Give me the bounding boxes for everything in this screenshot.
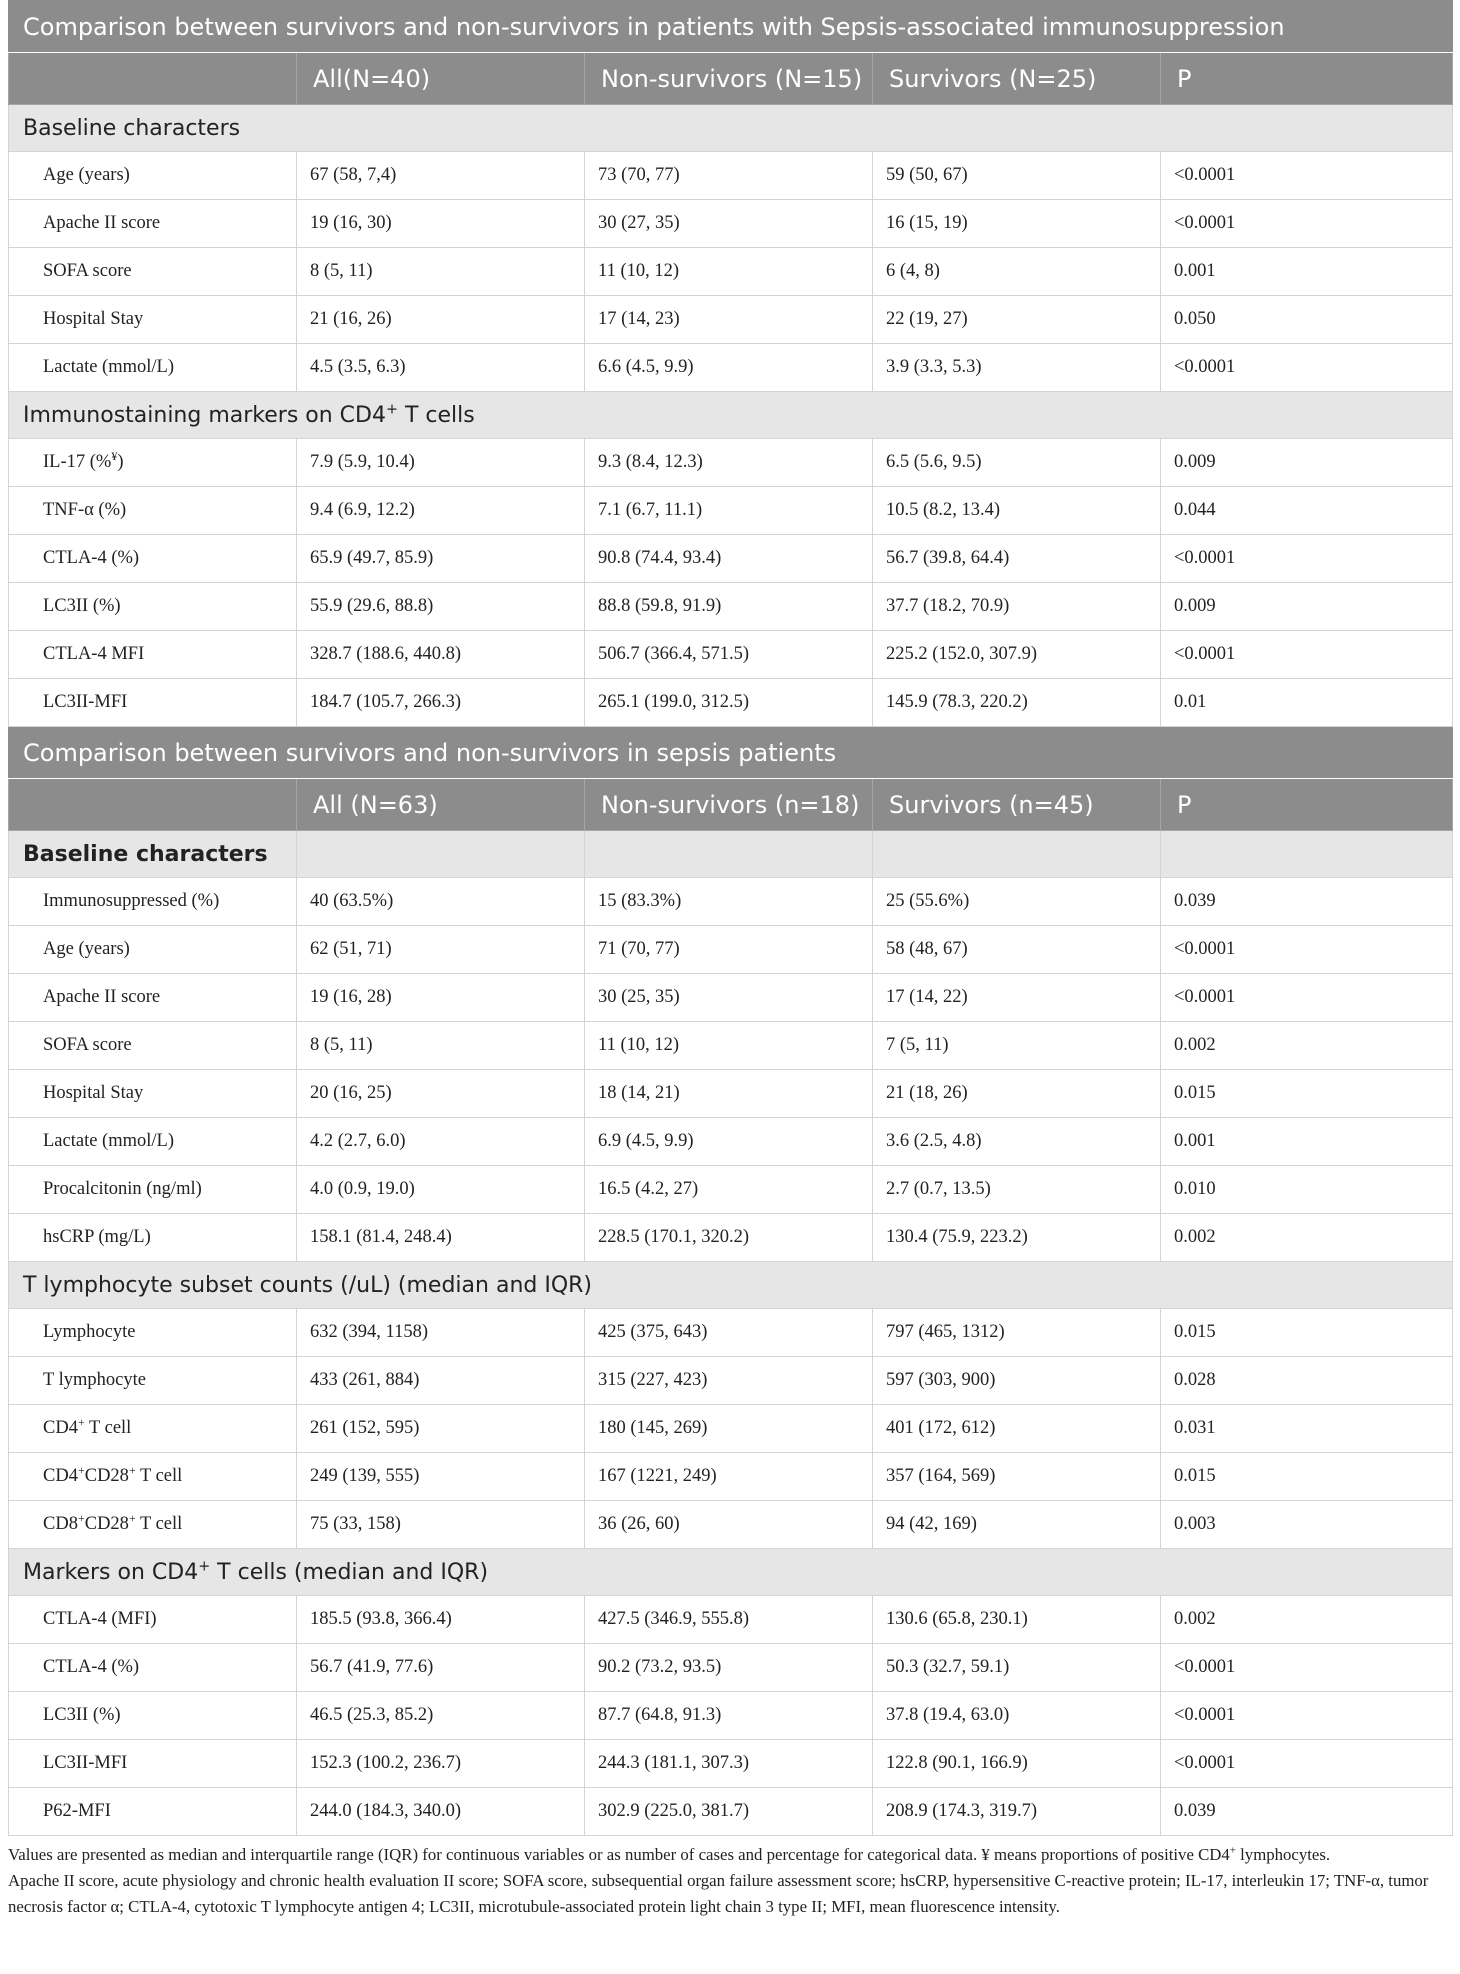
- table-row: [9, 152, 1453, 200]
- table-title: Comparison between survivors and non-survivors in patients with Sepsis-associated immunosuppression: [9, 1, 1453, 53]
- cell-survivors: 3.9 (3.3, 5.3): [873, 344, 1161, 392]
- cell-all: 8 (5, 11): [297, 248, 585, 296]
- cell-all: 62 (51, 71): [297, 926, 585, 974]
- cell-non-survivors: 30 (25, 35): [585, 974, 873, 1022]
- cell-survivors: 37.8 (19.4, 63.0): [873, 1692, 1161, 1740]
- cell-all: 184.7 (105.7, 266.3): [297, 679, 585, 727]
- row-label: Age (years): [9, 152, 297, 200]
- row-label: Lymphocyte: [9, 1309, 297, 1357]
- cell-all: 20 (16, 25): [297, 1070, 585, 1118]
- cell-non-survivors: 425 (375, 643): [585, 1309, 873, 1357]
- cell-non-survivors: 265.1 (199.0, 312.5): [585, 679, 873, 727]
- table-row: [9, 1596, 1453, 1644]
- cell-survivors: 16 (15, 19): [873, 200, 1161, 248]
- table-row: [9, 1214, 1453, 1262]
- cell-survivors: 2.7 (0.7, 13.5): [873, 1166, 1161, 1214]
- cell-p-value: 0.003: [1161, 1501, 1453, 1549]
- cell-all: 261 (152, 595): [297, 1405, 585, 1453]
- cell-non-survivors: 9.3 (8.4, 12.3): [585, 439, 873, 487]
- cell-non-survivors: 16.5 (4.2, 27): [585, 1166, 873, 1214]
- cell-p-value: 0.001: [1161, 248, 1453, 296]
- column-header-row: [9, 779, 1453, 831]
- cell-all: 65.9 (49.7, 85.9): [297, 535, 585, 583]
- cell-all: 46.5 (25.3, 85.2): [297, 1692, 585, 1740]
- cell-survivors: 401 (172, 612): [873, 1405, 1161, 1453]
- cell-p-value: 0.015: [1161, 1309, 1453, 1357]
- cell-survivors: 37.7 (18.2, 70.9): [873, 583, 1161, 631]
- cell-all: 55.9 (29.6, 88.8): [297, 583, 585, 631]
- cell-non-survivors: 11 (10, 12): [585, 1022, 873, 1070]
- cell-survivors: 122.8 (90.1, 166.9): [873, 1740, 1161, 1788]
- row-label: CTLA-4 MFI: [9, 631, 297, 679]
- cell-all: 152.3 (100.2, 236.7): [297, 1740, 585, 1788]
- table-row: [9, 1453, 1453, 1501]
- cell-all: 19 (16, 28): [297, 974, 585, 1022]
- cell-p-value: 0.002: [1161, 1022, 1453, 1070]
- section-header-row: [9, 392, 1453, 439]
- cell-p-value: <0.0001: [1161, 152, 1453, 200]
- cell-survivors: 225.2 (152.0, 307.9): [873, 631, 1161, 679]
- table-row: [9, 1788, 1453, 1836]
- cell-survivors: 6.5 (5.6, 9.5): [873, 439, 1161, 487]
- cell-non-survivors: 315 (227, 423): [585, 1357, 873, 1405]
- cell-non-survivors: 167 (1221, 249): [585, 1453, 873, 1501]
- table-row: [9, 248, 1453, 296]
- section-empty-cell: [585, 831, 873, 878]
- row-label: Lactate (mmol/L): [9, 1118, 297, 1166]
- cell-non-survivors: 18 (14, 21): [585, 1070, 873, 1118]
- row-label: LC3II-MFI: [9, 1740, 297, 1788]
- cell-all: 4.0 (0.9, 19.0): [297, 1166, 585, 1214]
- cell-non-survivors: 87.7 (64.8, 91.3): [585, 1692, 873, 1740]
- cell-all: 249 (139, 555): [297, 1453, 585, 1501]
- cell-p-value: <0.0001: [1161, 1644, 1453, 1692]
- cell-all: 7.9 (5.9, 10.4): [297, 439, 585, 487]
- table1-title-row: [9, 1, 1453, 53]
- cell-all: 4.2 (2.7, 6.0): [297, 1118, 585, 1166]
- header-p: P: [1161, 779, 1453, 831]
- cell-p-value: <0.0001: [1161, 535, 1453, 583]
- row-label: SOFA score: [9, 248, 297, 296]
- header-all: All (N=63): [297, 779, 585, 831]
- cell-survivors: 597 (303, 900): [873, 1357, 1161, 1405]
- cell-non-survivors: 427.5 (346.9, 555.8): [585, 1596, 873, 1644]
- table-footnote: [8, 1842, 1452, 1920]
- table-row: [9, 1070, 1453, 1118]
- table-row: [9, 1022, 1453, 1070]
- document: [8, 0, 1452, 1920]
- row-label: hsCRP (mg/L): [9, 1214, 297, 1262]
- footnote-line-2: Apache II score, acute physiology and chronic health evaluation II score; SOFA score, subsequential organ failure assessment score; hsCRP, hypersensitive C-reactive protein; IL-17, interleukin 17; TNF-α, tumor necrosis factor α; CTLA-4, cytotoxic T lymphocyte antigen 4; LC3II, microtubule-associated protein light chain 3 type II; MFI, mean fluorescence intensity.: [8, 1871, 1429, 1916]
- cell-p-value: 0.039: [1161, 878, 1453, 926]
- cell-p-value: 0.039: [1161, 1788, 1453, 1836]
- cell-non-survivors: 302.9 (225.0, 381.7): [585, 1788, 873, 1836]
- section-empty-cell: [297, 831, 585, 878]
- row-label: SOFA score: [9, 1022, 297, 1070]
- cell-non-survivors: 180 (145, 269): [585, 1405, 873, 1453]
- row-label: CTLA-4 (%): [9, 1644, 297, 1692]
- row-label: Hospital Stay: [9, 296, 297, 344]
- cell-all: 19 (16, 30): [297, 200, 585, 248]
- cell-p-value: <0.0001: [1161, 1740, 1453, 1788]
- cell-survivors: 10.5 (8.2, 13.4): [873, 487, 1161, 535]
- cell-p-value: <0.0001: [1161, 1692, 1453, 1740]
- table-row: [9, 1644, 1453, 1692]
- table-row: [9, 1740, 1453, 1788]
- row-label: LC3II (%): [9, 583, 297, 631]
- table-row: [9, 974, 1453, 1022]
- table-title: Comparison between survivors and non-survivors in sepsis patients: [9, 727, 1453, 779]
- section-label: Baseline characters: [9, 105, 1453, 152]
- cell-all: 158.1 (81.4, 248.4): [297, 1214, 585, 1262]
- table-row: [9, 535, 1453, 583]
- cell-all: 328.7 (188.6, 440.8): [297, 631, 585, 679]
- cell-all: 9.4 (6.9, 12.2): [297, 487, 585, 535]
- table-row: [9, 1118, 1453, 1166]
- table-row: [9, 487, 1453, 535]
- cell-survivors: 797 (465, 1312): [873, 1309, 1161, 1357]
- header-non-survivors: Non-survivors (n=18): [585, 779, 873, 831]
- cell-all: 67 (58, 7,4): [297, 152, 585, 200]
- cell-non-survivors: 73 (70, 77): [585, 152, 873, 200]
- row-label: IL-17 (%¥): [9, 439, 297, 487]
- header-non-survivors: Non-survivors (N=15): [585, 53, 873, 105]
- cell-non-survivors: 36 (26, 60): [585, 1501, 873, 1549]
- table-row: [9, 926, 1453, 974]
- cell-survivors: 7 (5, 11): [873, 1022, 1161, 1070]
- row-label: CD8+CD28+ T cell: [9, 1501, 297, 1549]
- cell-non-survivors: 6.6 (4.5, 9.9): [585, 344, 873, 392]
- table-row: [9, 878, 1453, 926]
- cell-survivors: 50.3 (32.7, 59.1): [873, 1644, 1161, 1692]
- cell-non-survivors: 244.3 (181.1, 307.3): [585, 1740, 873, 1788]
- section-header-row: [9, 1549, 1453, 1596]
- cell-p-value: 0.002: [1161, 1214, 1453, 1262]
- cell-non-survivors: 6.9 (4.5, 9.9): [585, 1118, 873, 1166]
- row-label: CD4+CD28+ T cell: [9, 1453, 297, 1501]
- cell-survivors: 94 (42, 169): [873, 1501, 1161, 1549]
- cell-p-value: 0.009: [1161, 439, 1453, 487]
- cell-p-value: 0.015: [1161, 1453, 1453, 1501]
- cell-p-value: 0.001: [1161, 1118, 1453, 1166]
- cell-survivors: 3.6 (2.5, 4.8): [873, 1118, 1161, 1166]
- table-row: [9, 631, 1453, 679]
- section-header-row: [9, 1262, 1453, 1309]
- cell-p-value: 0.01: [1161, 679, 1453, 727]
- table-row: [9, 200, 1453, 248]
- cell-non-survivors: 90.8 (74.4, 93.4): [585, 535, 873, 583]
- cell-survivors: 6 (4, 8): [873, 248, 1161, 296]
- cell-p-value: <0.0001: [1161, 926, 1453, 974]
- cell-p-value: 0.050: [1161, 296, 1453, 344]
- row-label: CD4+ T cell: [9, 1405, 297, 1453]
- section-label: Immunostaining markers on CD4+ T cells: [9, 392, 1453, 439]
- cell-survivors: 58 (48, 67): [873, 926, 1161, 974]
- cell-p-value: <0.0001: [1161, 344, 1453, 392]
- table-row: [9, 439, 1453, 487]
- cell-non-survivors: 7.1 (6.7, 11.1): [585, 487, 873, 535]
- cell-survivors: 17 (14, 22): [873, 974, 1161, 1022]
- cell-all: 21 (16, 26): [297, 296, 585, 344]
- cell-all: 185.5 (93.8, 366.4): [297, 1596, 585, 1644]
- section-label: Baseline characters: [9, 831, 297, 878]
- cell-non-survivors: 11 (10, 12): [585, 248, 873, 296]
- results-table: [8, 0, 1453, 1836]
- table-row: [9, 1405, 1453, 1453]
- row-label: CTLA-4 (%): [9, 535, 297, 583]
- table2-title-row: [9, 727, 1453, 779]
- section-label: Markers on CD4+ T cells (median and IQR): [9, 1549, 1453, 1596]
- table-row: [9, 1692, 1453, 1740]
- cell-non-survivors: 30 (27, 35): [585, 200, 873, 248]
- row-label: Age (years): [9, 926, 297, 974]
- cell-all: 8 (5, 11): [297, 1022, 585, 1070]
- cell-non-survivors: 15 (83.3%): [585, 878, 873, 926]
- cell-p-value: 0.031: [1161, 1405, 1453, 1453]
- section-header-row: [9, 105, 1453, 152]
- cell-survivors: 145.9 (78.3, 220.2): [873, 679, 1161, 727]
- header-p: P: [1161, 53, 1453, 105]
- row-label: LC3II-MFI: [9, 679, 297, 727]
- cell-all: 632 (394, 1158): [297, 1309, 585, 1357]
- table-row: [9, 1357, 1453, 1405]
- cell-p-value: 0.044: [1161, 487, 1453, 535]
- cell-all: 433 (261, 884): [297, 1357, 585, 1405]
- cell-all: 75 (33, 158): [297, 1501, 585, 1549]
- header-survivors: Survivors (n=45): [873, 779, 1161, 831]
- cell-survivors: 25 (55.6%): [873, 878, 1161, 926]
- header-blank: [9, 779, 297, 831]
- row-label: Lactate (mmol/L): [9, 344, 297, 392]
- table-row: [9, 1501, 1453, 1549]
- row-label: Apache II score: [9, 974, 297, 1022]
- row-label: T lymphocyte: [9, 1357, 297, 1405]
- row-label: P62-MFI: [9, 1788, 297, 1836]
- column-header-row: [9, 53, 1453, 105]
- cell-non-survivors: 90.2 (73.2, 93.5): [585, 1644, 873, 1692]
- cell-p-value: 0.015: [1161, 1070, 1453, 1118]
- cell-p-value: 0.002: [1161, 1596, 1453, 1644]
- row-label: CTLA-4 (MFI): [9, 1596, 297, 1644]
- table-row: [9, 296, 1453, 344]
- table-row: [9, 344, 1453, 392]
- cell-survivors: 56.7 (39.8, 64.4): [873, 535, 1161, 583]
- row-label: Apache II score: [9, 200, 297, 248]
- cell-p-value: <0.0001: [1161, 974, 1453, 1022]
- cell-survivors: 59 (50, 67): [873, 152, 1161, 200]
- header-all: All(N=40): [297, 53, 585, 105]
- cell-all: 56.7 (41.9, 77.6): [297, 1644, 585, 1692]
- cell-p-value: <0.0001: [1161, 200, 1453, 248]
- section-header-row: [9, 831, 1453, 878]
- cell-all: 4.5 (3.5, 6.3): [297, 344, 585, 392]
- header-survivors: Survivors (N=25): [873, 53, 1161, 105]
- cell-all: 244.0 (184.3, 340.0): [297, 1788, 585, 1836]
- cell-non-survivors: 17 (14, 23): [585, 296, 873, 344]
- row-label: Immunosuppressed (%): [9, 878, 297, 926]
- cell-survivors: 130.6 (65.8, 230.1): [873, 1596, 1161, 1644]
- footnote-line-1: Values are presented as median and interquartile range (IQR) for continuous variables or as number of cases and percentage for categorical data. ¥ means proportions of positive CD4+ lymphocytes.: [8, 1844, 1331, 1864]
- row-label: LC3II (%): [9, 1692, 297, 1740]
- cell-survivors: 208.9 (174.3, 319.7): [873, 1788, 1161, 1836]
- table-row: [9, 1166, 1453, 1214]
- cell-all: 40 (63.5%): [297, 878, 585, 926]
- cell-p-value: 0.028: [1161, 1357, 1453, 1405]
- cell-survivors: 22 (19, 27): [873, 296, 1161, 344]
- section-empty-cell: [1161, 831, 1453, 878]
- cell-p-value: 0.010: [1161, 1166, 1453, 1214]
- section-label: T lymphocyte subset counts (/uL) (median and IQR): [9, 1262, 1453, 1309]
- cell-survivors: 357 (164, 569): [873, 1453, 1161, 1501]
- row-label: Hospital Stay: [9, 1070, 297, 1118]
- cell-survivors: 21 (18, 26): [873, 1070, 1161, 1118]
- cell-non-survivors: 228.5 (170.1, 320.2): [585, 1214, 873, 1262]
- cell-p-value: 0.009: [1161, 583, 1453, 631]
- section-empty-cell: [873, 831, 1161, 878]
- header-blank: [9, 53, 297, 105]
- cell-survivors: 130.4 (75.9, 223.2): [873, 1214, 1161, 1262]
- cell-p-value: <0.0001: [1161, 631, 1453, 679]
- table-row: [9, 679, 1453, 727]
- row-label: TNF-α (%): [9, 487, 297, 535]
- cell-non-survivors: 71 (70, 77): [585, 926, 873, 974]
- cell-non-survivors: 88.8 (59.8, 91.9): [585, 583, 873, 631]
- row-label: Procalcitonin (ng/ml): [9, 1166, 297, 1214]
- table-row: [9, 1309, 1453, 1357]
- cell-non-survivors: 506.7 (366.4, 571.5): [585, 631, 873, 679]
- table-row: [9, 583, 1453, 631]
